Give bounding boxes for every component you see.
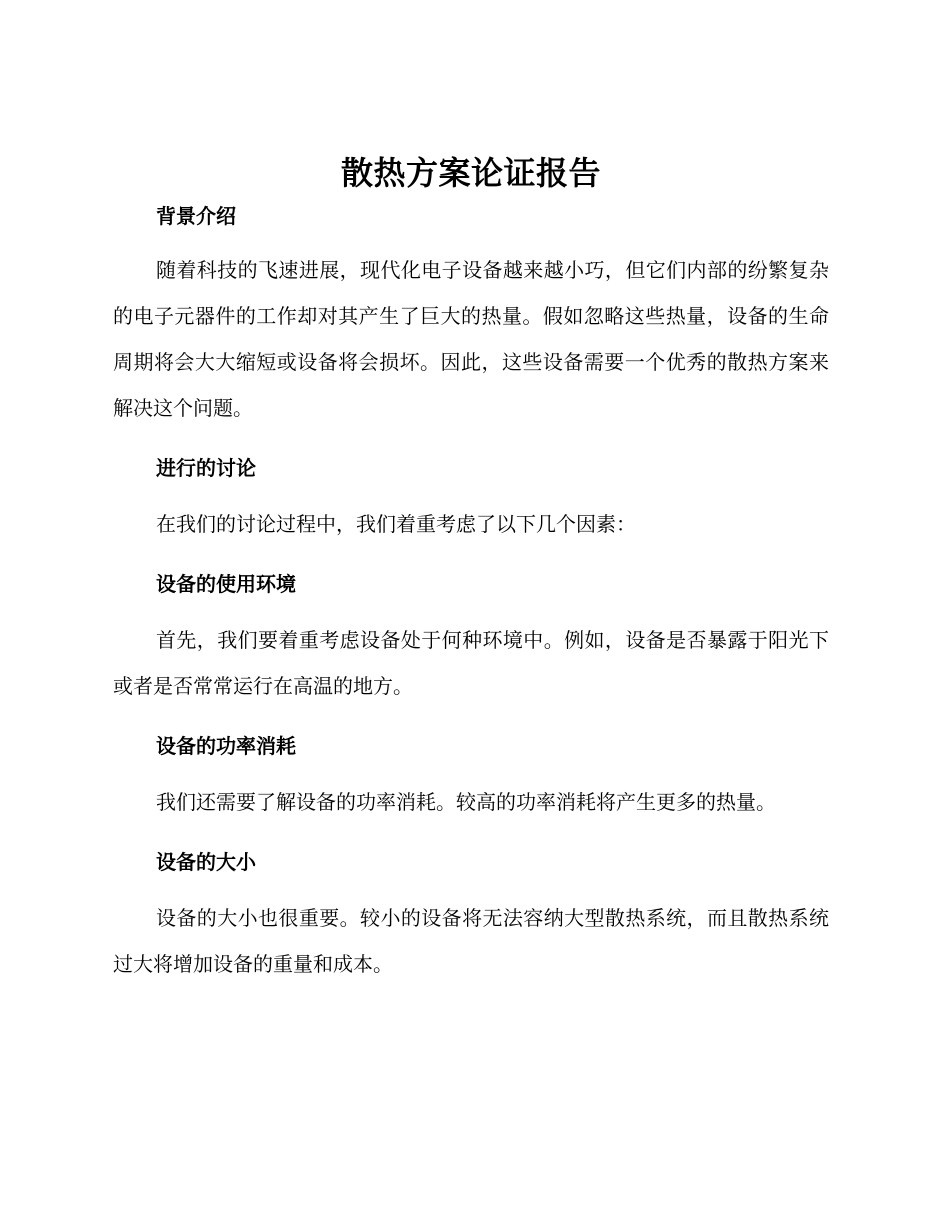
- section-heading-size: 设备的大小: [156, 850, 256, 874]
- section-body-power: 我们还需要了解设备的功率消耗。较高的功率消耗将产生更多的热量。: [156, 790, 776, 814]
- section-heading-power: 设备的功率消耗: [156, 734, 296, 758]
- section-body-environment: 首先，我们要着重考虑设备处于何种环境中。例如，设备是否暴露于阳光下或者是否常常运行在高温的地方。: [113, 628, 829, 698]
- section-heading-discussion: 进行的讨论: [156, 456, 256, 480]
- section-body-background: 随着科技的飞速进展，现代化电子设备越来越小巧，但它们内部的纷繁复杂的电子元器件的工作却对其产生了巨大的热量。假如忽略这些热量，设备的生命周期将会大大缩短或设备将会损坏。因此，这些设备需要一个优秀的散热方案来解决这个问题。: [113, 258, 829, 420]
- document-title: 散热方案论证报告: [340, 154, 601, 192]
- section-heading-background: 背景介绍: [156, 204, 236, 228]
- section-body-size: 设备的大小也很重要。较小的设备将无法容纳大型散热系统，而且散热系统过大将增加设备的重量和成本。: [113, 906, 829, 976]
- section-heading-environment: 设备的使用环境: [156, 572, 296, 596]
- section-body-discussion: 在我们的讨论过程中，我们着重考虑了以下几个因素：: [156, 512, 636, 536]
